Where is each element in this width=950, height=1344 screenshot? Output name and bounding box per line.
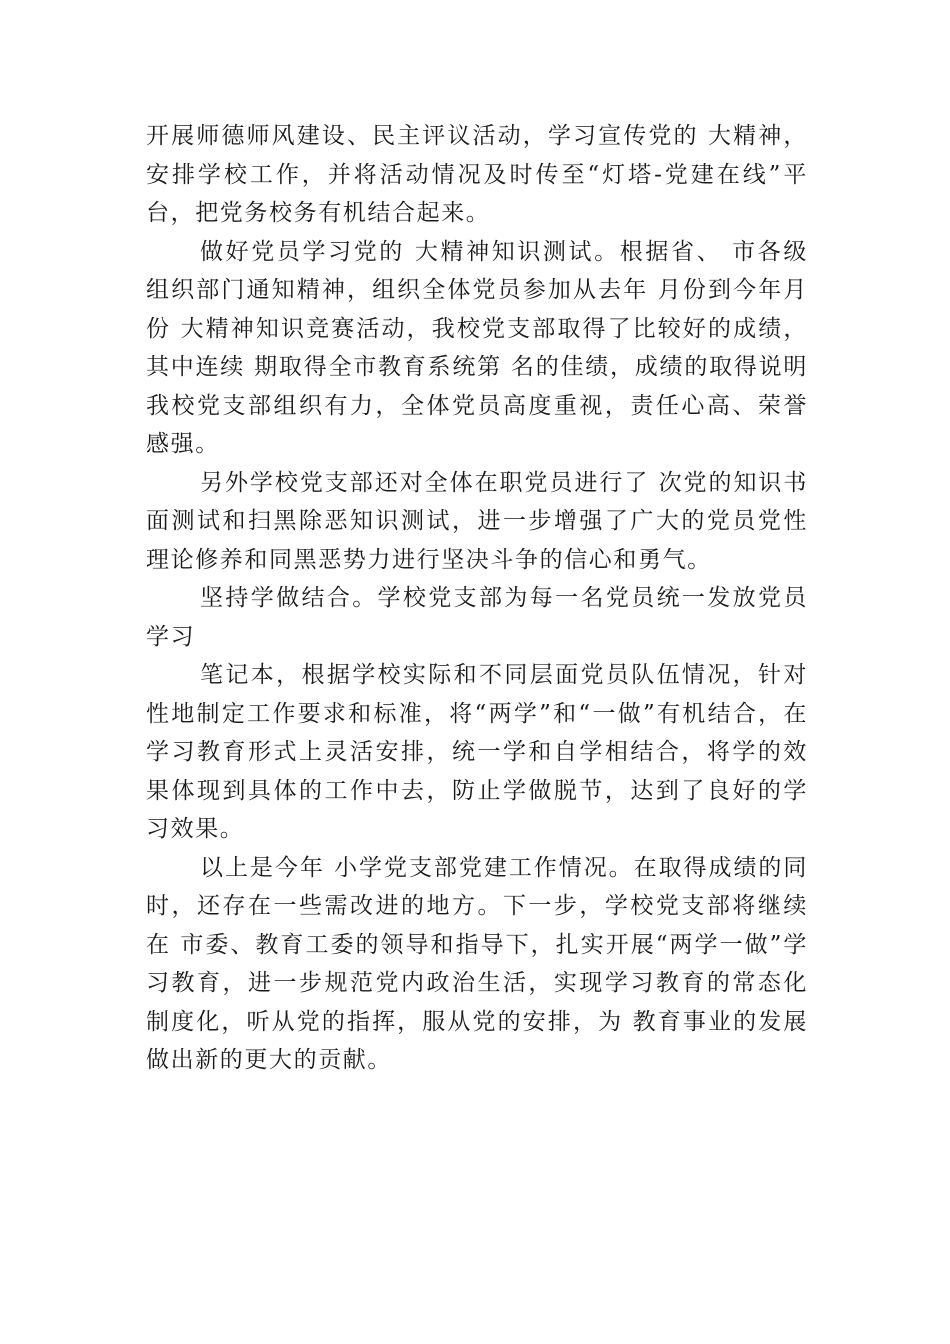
document-body (146, 117, 808, 1080)
paragraph-study-combination: 坚持学做结合。学校党支部为每一名党员统一发放党员学习 (146, 585, 808, 650)
paragraph-summary: 以上是今年 小学党支部党建工作情况。在取得成绩的同时，还存在一些需改进的地方。下一步，学校党支部将继续在 市委、教育工委的领导和指导下，扎实开展“两学一做”学习教育，进一步规范党内政治生活，实现学习教育的常态化制度化，听从党的指挥，服从党的安排，为 教育事业的发展做出新的更大的贡献。 (146, 854, 808, 1073)
paragraph-notebook: 笔记本，根据学校实际和不同层面党员队伍情况，针对性地制定工作要求和标准，将“两学”和“一做”有机结合，在学习教育形式上灵活安排，统一学和自学相结合，将学的效果体现到具体的工作中去，防止学做脱节，达到了良好的学习效果。 (146, 662, 808, 842)
paragraph-knowledge-test: 做好党员学习党的 大精神知识测试。根据省、 市各级组织部门通知精神，组织全体党员参加从去年 月份到今年月份 大精神知识竞赛活动，我校党支部取得了比较好的成绩，其中连续 期取得全市教育系统第 名的佳绩，成绩的取得说明我校党支部组织有力，全体党员高度重视，责任心高、荣誉感强。 (146, 238, 808, 457)
paragraph-continuation: 开展师德师风建设、民主评议活动，学习宣传党的 大精神，安排学校工作，并将活动情况及时传至“灯塔-党建在线”平台，把党务校务有机结合起来。 (146, 123, 808, 226)
paragraph-additional-tests: 另外学校党支部还对全体在职党员进行了 次党的知识书面测试和扫黑除恶知识测试，进一步增强了广大的党员党性理论修养和同黑恶势力进行坚决斗争的信心和勇气。 (146, 469, 808, 573)
